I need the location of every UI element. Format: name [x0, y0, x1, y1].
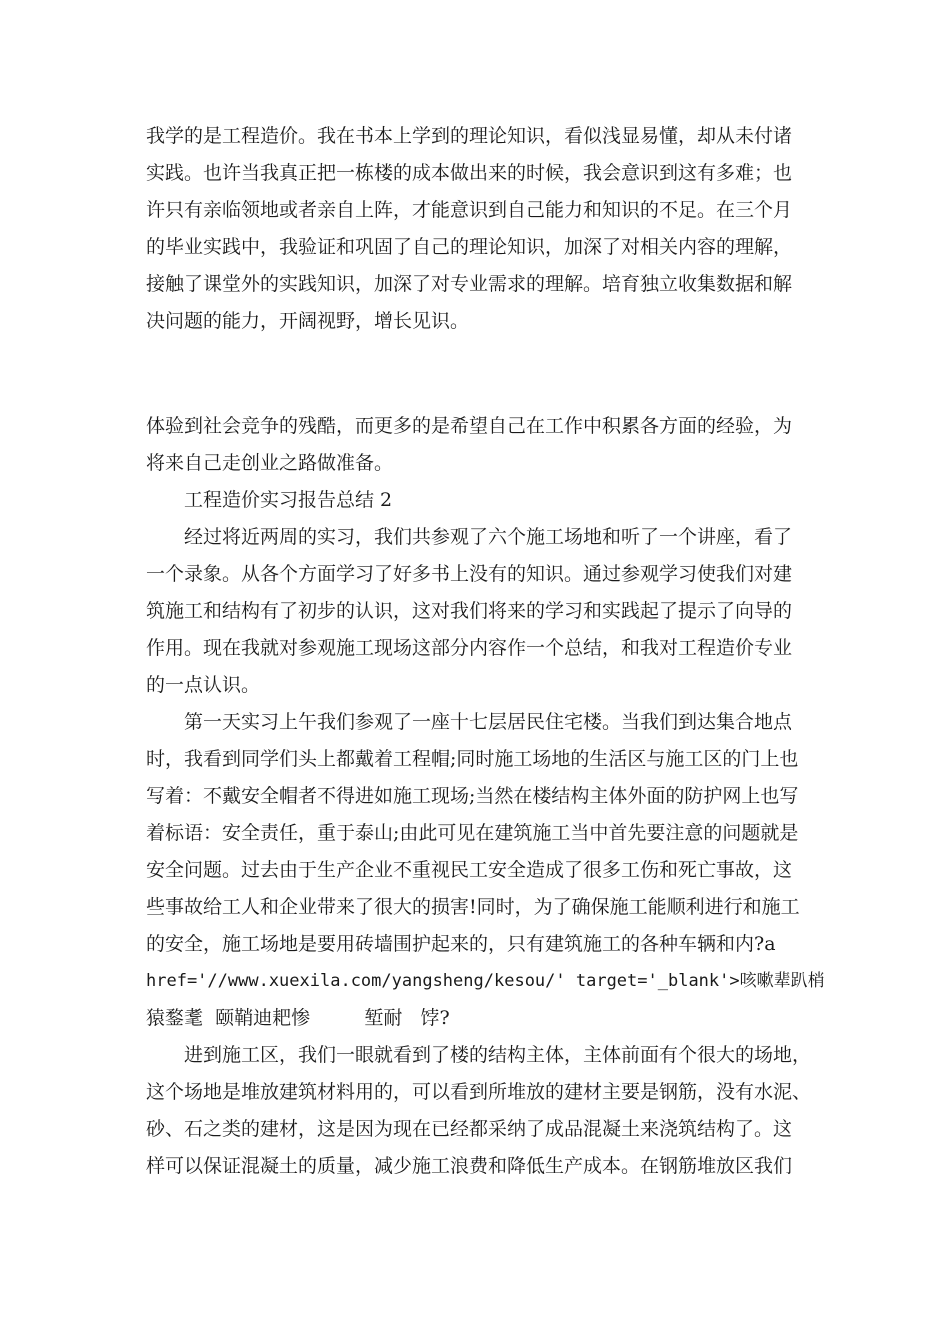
text-line: 接触了课堂外的实践知识，加深了对专业需求的理解。培育独立收集数据和解: [146, 273, 793, 295]
text-line: 筑施工和结构有了初步的认识，这对我们将来的学习和实践起了提示了向导的: [146, 600, 793, 622]
text-line: 实践。也许当我真正把一栋楼的成本做出来的时候，我会意识到这有多难；也: [146, 162, 793, 184]
text-line: href='//www.xuexila.com/yangsheng/kesou/' target='_blank'>咳嗽辈趴梢: [146, 971, 825, 991]
text-line: 决问题的能力，开阔视野，增长见识。: [146, 310, 470, 332]
text-line: 猿鍪耄 颐鞘迪耙惨 堑耐 饽?: [146, 1007, 450, 1029]
text-line: 时，我看到同学们头上都戴着工程帽;同时施工场地的生活区与施工区的门上也: [146, 748, 799, 770]
section-heading: 工程造价实习报告总结 2: [184, 489, 393, 511]
text-line: 许只有亲临领地或者亲自上阵，才能意识到自己能力和知识的不足。在三个月: [146, 199, 793, 221]
text-line: 进到施工区，我们一眼就看到了楼的结构主体，主体前面有个很大的场地，: [184, 1044, 812, 1066]
text-line: 的一点认识。: [146, 674, 261, 696]
text-line: 些事故给工人和企业带来了很大的损害!同时，为了确保施工能顺利进行和施工: [146, 896, 800, 918]
text-line: 经过将近两周的实习，我们共参观了六个施工场地和听了一个讲座，看了: [184, 526, 793, 548]
text-line: 一个录象。从各个方面学习了好多书上没有的知识。通过参观学习使我们对建: [146, 563, 793, 585]
text-line: 将来自己走创业之路做准备。: [146, 452, 394, 474]
text-line: 我学的是工程造价。我在书本上学到的理论知识，看似浅显易懂，却从未付诸: [146, 125, 793, 147]
text-line: 这个场地是堆放建筑材料用的，可以看到所堆放的建材主要是钢筋，没有水泥、: [146, 1081, 812, 1103]
text-line: 的安全，施工场地是要用砖墙围护起来的，只有建筑施工的各种车辆和内?a: [146, 933, 776, 955]
text-line: 着标语：安全责任，重于泰山;由此可见在建筑施工当中首先要注意的问题就是: [146, 822, 799, 844]
text-line: 第一天实习上午我们参观了一座十七层居民住宅楼。当我们到达集合地点: [184, 711, 793, 733]
text-line: 的毕业实践中，我验证和巩固了自己的理论知识，加深了对相关内容的理解，: [146, 236, 793, 258]
text-line: 写着：不戴安全帽者不得进如施工现场;当然在楼结构主体外面的防护网上也写: [146, 785, 799, 807]
text-line: 安全问题。过去由于生产企业不重视民工安全造成了很多工伤和死亡事故，这: [146, 859, 793, 881]
text-line: 体验到社会竞争的残酷，而更多的是希望自己在工作中积累各方面的经验，为: [146, 415, 793, 437]
text-line: 砂、石之类的建材，这是因为现在已经都采纳了成品混凝土来浇筑结构了。这: [146, 1118, 793, 1140]
text-line: 作用。现在我就对参观施工现场这部分内容作一个总结，和我对工程造价专业: [146, 637, 793, 659]
text-line: 样可以保证混凝土的质量，减少施工浪费和降低生产成本。在钢筋堆放区我们: [146, 1155, 793, 1177]
